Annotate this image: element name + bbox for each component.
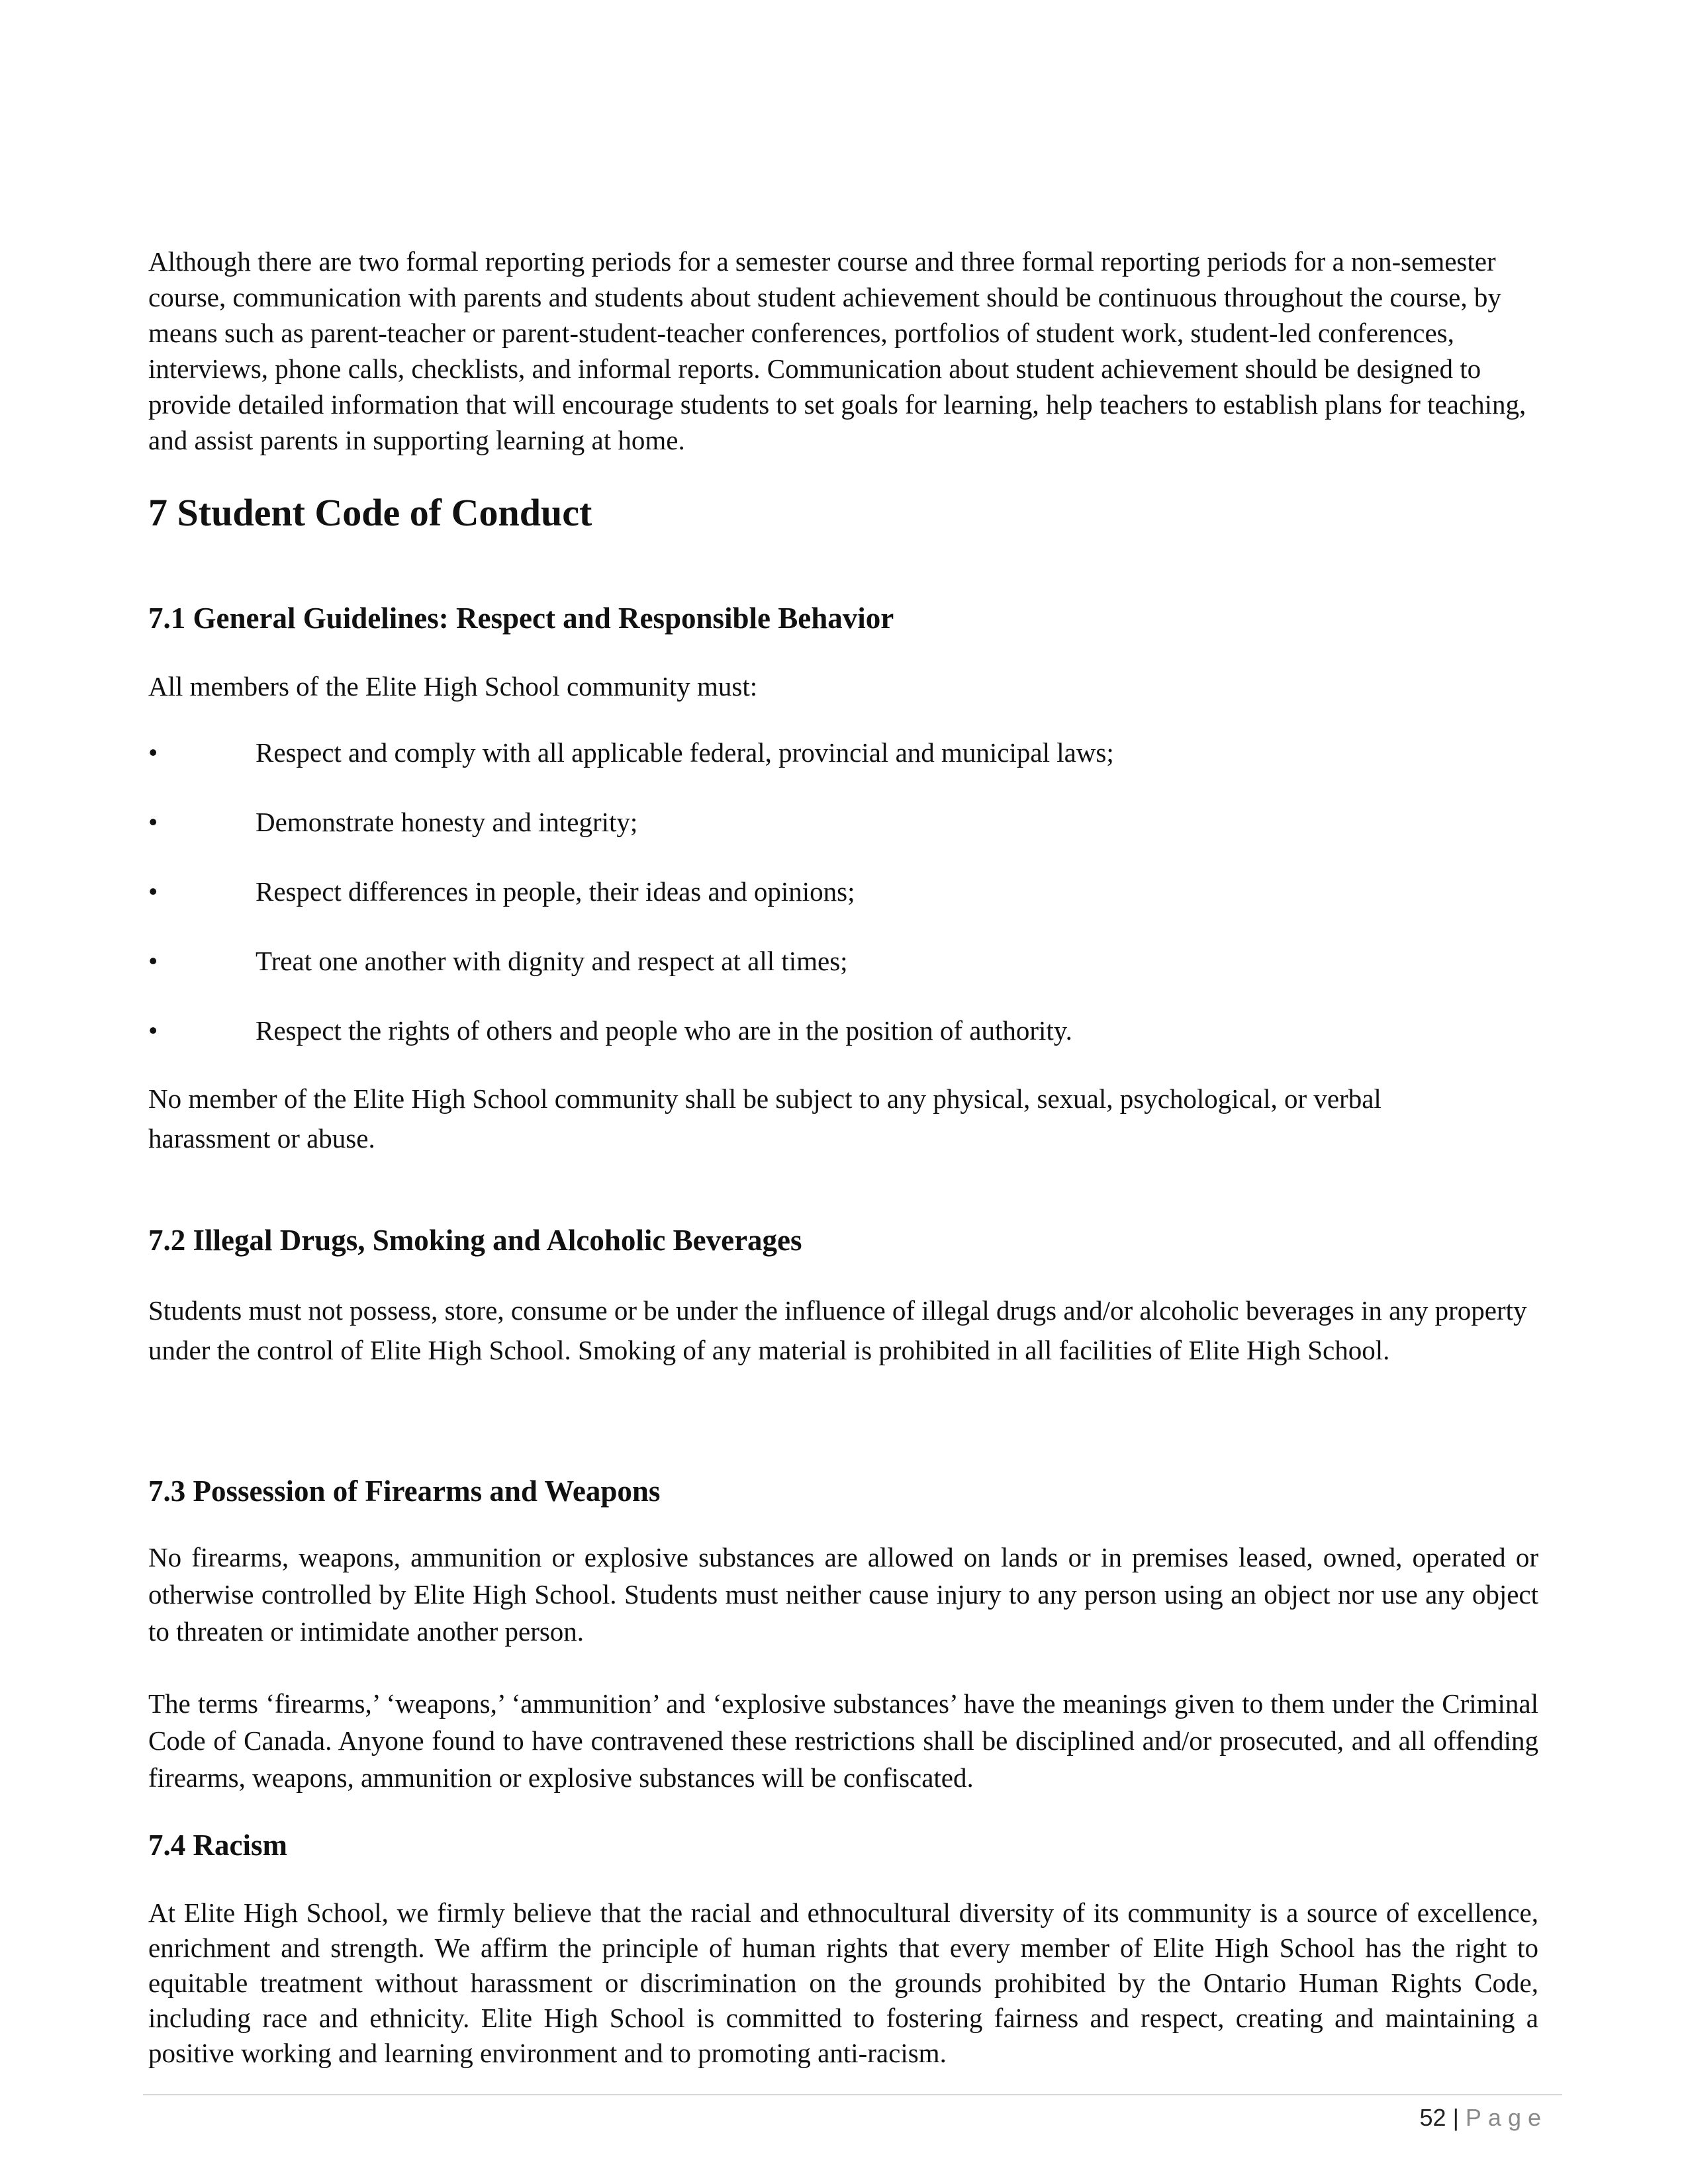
list-item <box>148 804 1538 844</box>
bullet-icon: • <box>148 876 158 907</box>
list-item <box>148 1013 1538 1052</box>
list-item-text: Treat one another with dignity and respect at all times; <box>256 946 848 976</box>
bullet-icon: • <box>148 807 158 837</box>
s73-body-2: The terms ‘firearms,’ ‘weapons,’ ‘ammunition’ and ‘explosive substances’ have the meanings given to them under the Criminal Code of Canada. Anyone found to have contravened these restrictions shall be disciplined and/or prosecuted, and all offending firearms, weapons, ammunition or explosive substances will be confiscated. <box>148 1688 1538 1793</box>
heading-7-4: 7.4 Racism <box>148 1829 287 1862</box>
heading-7-3: 7.3 Possession of Firearms and Weapons <box>148 1475 661 1508</box>
s74-body: At Elite High School, we firmly believe that the racial and ethnocultural diversity of its community is a source of excellence, enrichment and strength. We affirm the principle of human rights that every member of Elite High School has the right to equitable treatment without harassment or discrimination on the grounds prohibited by the Ontario Human Rights Code, including race and ethnicity. Elite High School is committed to fostering fairness and respect, creating and maintaining a positive working and learning environment and to promoting anti-racism. <box>148 1897 1538 2068</box>
bullet-icon: • <box>148 1015 158 1046</box>
list-item <box>148 735 1538 774</box>
s71-lead: All members of the Elite High School community must: <box>148 671 758 702</box>
footer-separator: | <box>1452 2104 1459 2131</box>
list-item-text: Respect and comply with all applicable federal, provincial and municipal laws; <box>256 737 1114 768</box>
page-footer <box>1420 2103 1548 2132</box>
section-title: 7 Student Code of Conduct <box>148 491 592 534</box>
bullet-icon: • <box>148 737 158 768</box>
heading-7-1: 7.1 General Guidelines: Respect and Responsible Behavior <box>148 602 894 635</box>
page-label: Page <box>1465 2104 1548 2131</box>
footer-divider <box>143 2094 1562 2095</box>
list-item-text: Respect differences in people, their ideas and opinions; <box>256 876 855 907</box>
list-item-text: Demonstrate honesty and integrity; <box>256 807 638 837</box>
list-item <box>148 943 1538 983</box>
list-item <box>148 874 1538 913</box>
s71-closing: No member of the Elite High School community shall be subject to any physical, sexual, psychological, or verbal harassment or abuse. <box>148 1083 1382 1154</box>
intro-paragraph: Although there are two formal reporting periods for a semester course and three formal reporting periods for a non-semester course, communication with parents and students about student achievement should be continuous throughout the course, by means such as parent-teacher or parent-student-teacher conferences, portfolios of student work, student-led conferences, interviews, phone calls, checklists, and informal reports. Communication about student achievement should be designed to provide detailed information that will encourage students to set goals for learning, help teachers to establish plans for teaching, and assist parents in supporting learning at home. <box>148 246 1526 455</box>
s72-body: Students must not possess, store, consume or be under the influence of illegal drugs and/or alcoholic beverages in any property under the control of Elite High School. Smoking of any material is prohibited in all facilities of Elite High School. <box>148 1295 1527 1365</box>
s73-body-1: No firearms, weapons, ammunition or explosive substances are allowed on lands or in premises leased, owned, operated or otherwise controlled by Elite High School. Students must neither cause injury to any person using an object nor use any object to threaten or intimidate another person. <box>148 1542 1538 1647</box>
page-number: 52 <box>1419 2104 1446 2131</box>
heading-7-2: 7.2 Illegal Drugs, Smoking and Alcoholic Beverages <box>148 1224 802 1257</box>
list-item-text: Respect the rights of others and people who are in the position of authority. <box>256 1015 1072 1046</box>
bullet-icon: • <box>148 946 158 976</box>
